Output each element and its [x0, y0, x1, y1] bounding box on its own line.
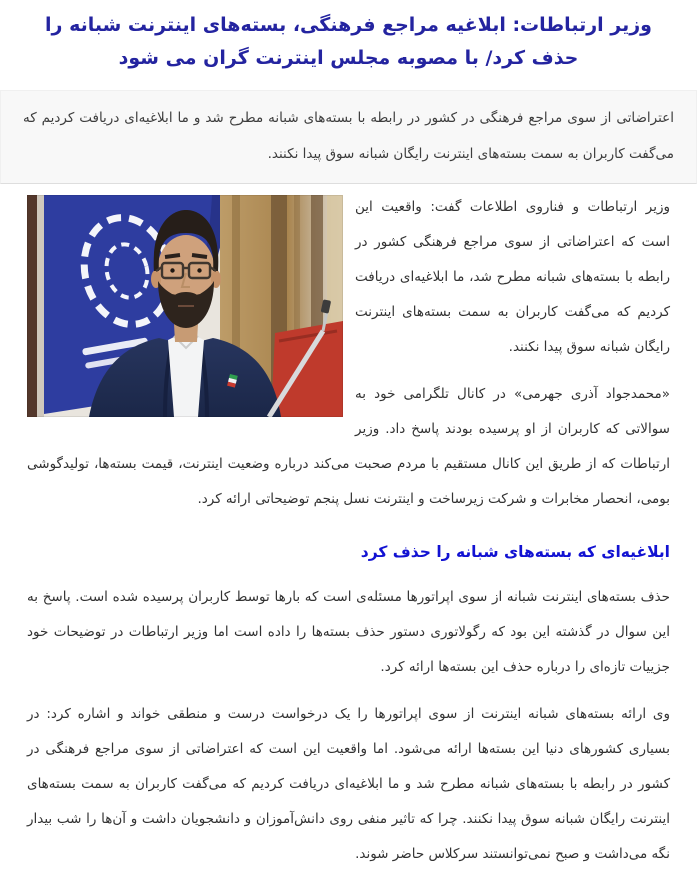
article-lead-summary: اعتراضاتی از سوی مراجع فرهنگی در کشور در رابطه با بسته‌های شبانه مطرح شد و ما ابلاغیه‌ای دریافت کردیم که می‌گفت کاربران به سمت بسته‌های اینترنت رایگان شبانه سوق پیدا نکنند. — [0, 90, 697, 184]
paragraph-1: وزیر ارتباطات و فناروی اطلاعات گفت: واقعیت این است که اعتراضاتی از سوی مراجع فرهنگی کشور در رابطه با بسته‌های شبانه مطرح شد، ما ابلاغیه‌ای دریافت کردیم که می‌گفت کاربران به سمت بسته‌های اینترنت رایگان شبانه سوق پیدا نکنند. — [355, 199, 670, 355]
section-subheading: ابلاغیه‌ای که بسته‌های شبانه را حذف کرد — [360, 543, 670, 561]
paragraph-2: «محمدجواد آذری جهرمی» در کانال تلگرامی خود به سوالاتی که کاربران از او پرسیده بودند پاسخ داد. وزیر ارتباطات که از طریق این کانال مستقیم با مردم صحبت می‌کند درباره وضعیت اینترنت، قیمت بسته‌ها، تولیدگوشی بومی، انحصار مخابرات و شرکت زیرساخت و اینترنت نسل پنجم توضیحاتی ارائه کرد. — [27, 386, 670, 507]
paragraph-3: حذف بسته‌های اینترنت شبانه از سوی اپراتورها مسئله‌ی است که بارها توسط کاربران پرسیده شده است. پاسخ به این سوال در گذشته این بود که رگولاتوری دستور حذف بسته‌ها را داده است اما وزیر ارتباطات در توضیحات خود جزییات تازه‌ای را درباره حذف این بسته‌ها ارائه کرد. — [27, 589, 670, 675]
article-photo — [27, 195, 343, 417]
article-headline: وزیر ارتباطات: ابلاغیه مراجع فرهنگی، بسته‌های اینترنت شبانه را حذف کرد/ با مصوبه مجلس اینترنت گران می شود — [45, 14, 652, 69]
article-body — [27, 190, 670, 872]
minister-portrait-illustration — [27, 195, 343, 417]
paragraph-4: وی ارائه بسته‌های شبانه اینترنت از سوی اپراتورها را یک درخواست درست و منطقی خواند و اشاره کرد: در بسیاری کشورهای دنیا این بسته‌ها ارائه می‌شود. اما واقعیت این است که اعتراضاتی از سوی مراجع فرهنگی در کشور در رابطه با بسته‌های شبانه مطرح شد و ما ابلاغیه‌ای دریافت کردیم که می‌گفت کاربران به سمت بسته‌های اینترنت رایگان شبانه سوق پیدا نکنند. چرا که تاثیر منفی روی دانش‌آموزان و دانشجویان داشت و آن‌ها را شب بیدار نگه می‌داشت و صبح نمی‌توانستند سرکلاس حاضر شوند. — [27, 706, 670, 862]
photo-left-strip — [27, 195, 37, 417]
red-chair — [271, 321, 343, 417]
